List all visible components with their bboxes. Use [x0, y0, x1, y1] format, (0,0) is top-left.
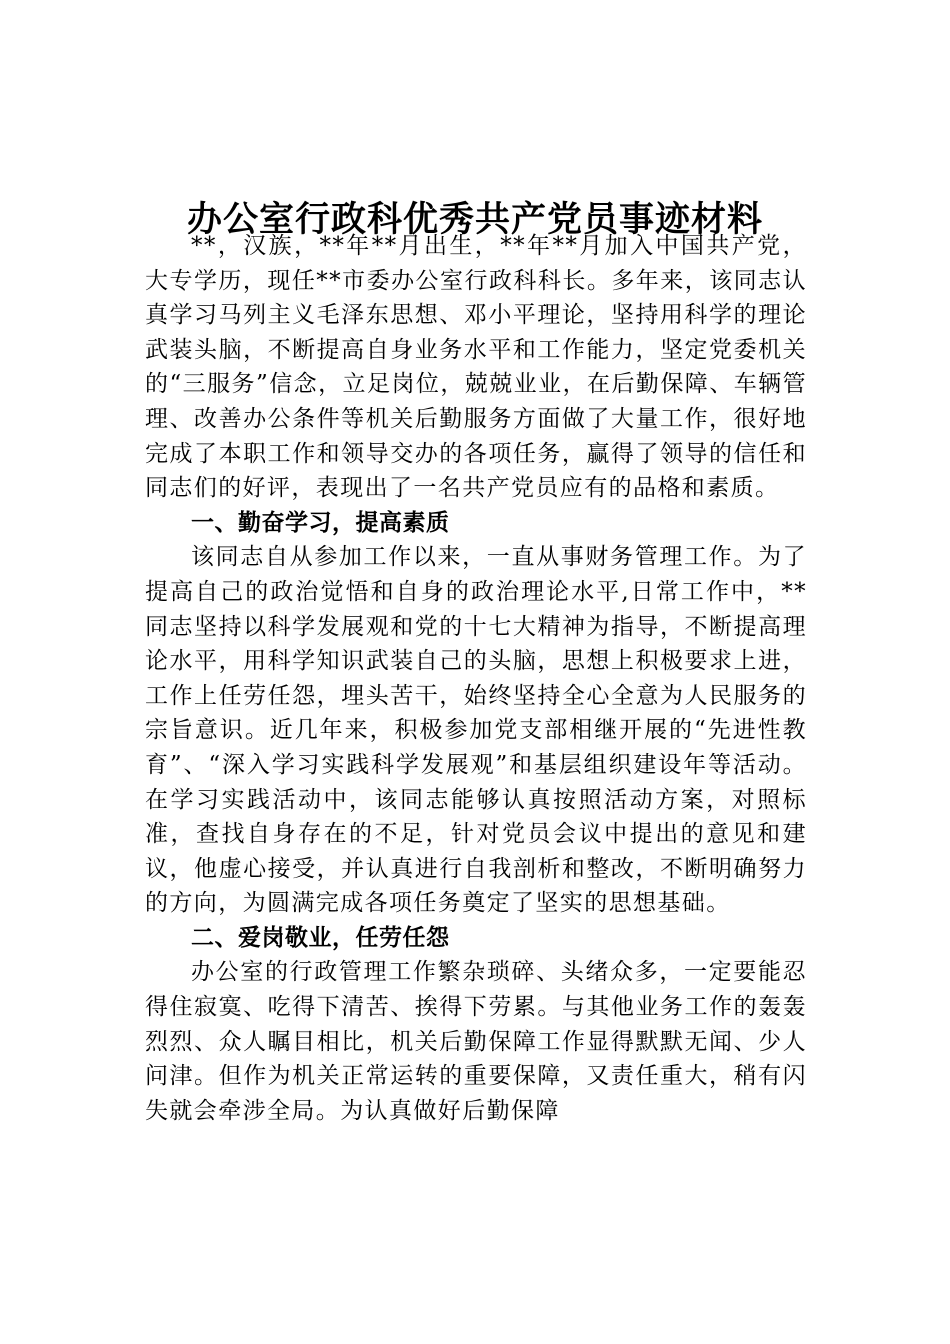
section-heading-study: 一、勤奋学习，提高素质 [191, 509, 450, 536]
section-paragraph-dedication: 办公室的行政管理工作繁杂琐碎、头绪众多，一定要能忍得住寂寞、吃得下清苦、挨得下劳累。与其他业务工作的轰轰烈烈、众人瞩目相比，机关后勤保障工作显得默默无闻、少人问津。但作为机关正常运转的重要保障，又责任重大，稍有闪失就会牵涉全局。为认真做好后勤保障 [145, 959, 807, 1124]
document-body [145, 229, 807, 1128]
document-title: 办公室行政科优秀共产党员事迹材料 [186, 199, 763, 241]
section-paragraph-study: 该同志自从参加工作以来，一直从事财务管理工作。为了提高自己的政治觉悟和自身的政治理论水平,日常工作中，**同志坚持以科学发展观和党的十七大精神为指导，不断提高理论水平，用科学知识武装自己的头脑，思想上积极要求上进，工作上任劳任怨，埋头苦干，始终坚持全心全意为人民服务的宗旨意识。近几年来，积极参加党支部相继开展的“先进性教育”、“深入学习实践科学发展观”和基层组织建设年等活动。在学习实践活动中，该同志能够认真按照活动方案，对照标准，查找自身存在的不足，针对党员会议中提出的意见和建议，他虚心接受，并认真进行自我剖析和整改，不断明确努力的方向，为圆满完成各项任务奠定了坚实的思想基础。 [145, 544, 807, 917]
section-heading-dedication: 二、爱岗敬业，任劳任怨 [191, 924, 450, 951]
intro-paragraph: **，汉族，**年**月出生，**年**月加入中国共产党，大专学历，现任**市委办公室行政科科长。多年来，该同志认真学习马列主义毛泽东思想、邓小平理论，坚持用科学的理论武装头脑，不断提高自身业务水平和工作能力，坚定党委机关的“三服务”信念，立足岗位，兢兢业业，在后勤保障、车辆管理、改善办公条件等机关后勤服务方面做了大量工作，很好地完成了本职工作和领导交办的各项任务，赢得了领导的信任和同志们的好评，表现出了一名共产党员应有的品格和素质。 [145, 233, 807, 502]
